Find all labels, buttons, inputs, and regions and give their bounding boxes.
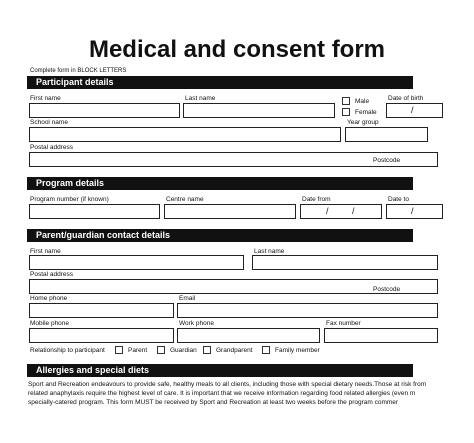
allergies-section-header bbox=[27, 364, 413, 377]
last-name-label: Last name bbox=[185, 95, 216, 102]
date-to-field[interactable] bbox=[386, 204, 443, 219]
participant-section-header bbox=[27, 76, 413, 89]
contact-first-name-label: First name bbox=[30, 248, 61, 255]
female-label: Female bbox=[355, 109, 377, 116]
email-field[interactable] bbox=[177, 303, 438, 318]
last-name-field[interactable] bbox=[183, 103, 335, 118]
guardian-checkbox[interactable] bbox=[157, 346, 165, 354]
program-number-label: Program number (if known) bbox=[30, 196, 109, 203]
male-label: Male bbox=[355, 98, 370, 105]
program-section-title: Program details bbox=[36, 178, 105, 188]
contact-first-name-field[interactable] bbox=[29, 255, 244, 270]
fax-number-label: Fax number bbox=[326, 320, 361, 327]
postal-address-label: Postal address bbox=[30, 144, 73, 151]
fax-number-field[interactable] bbox=[324, 328, 438, 343]
contact-postcode-label: Postcode bbox=[373, 286, 401, 293]
form-instruction: Complete form in BLOCK LETTERS bbox=[30, 68, 127, 74]
first-name-label: First name bbox=[30, 95, 61, 102]
contact-section-header bbox=[27, 229, 413, 242]
first-name-field[interactable] bbox=[29, 103, 180, 118]
grandparent-label: Grandparent bbox=[216, 347, 253, 354]
allergies-section-title: Allergies and special diets bbox=[36, 365, 150, 375]
allergies-text-line-3: specially-catered program. This form MUST be received by Sport and Recreation at least two weeks before the program commer bbox=[28, 399, 399, 406]
parent-label: Parent bbox=[128, 347, 148, 354]
contact-last-name-field[interactable] bbox=[252, 255, 438, 270]
program-number-field[interactable] bbox=[29, 204, 160, 219]
school-name-field[interactable] bbox=[29, 127, 341, 142]
contact-last-name-label: Last name bbox=[254, 248, 285, 255]
dob-field[interactable] bbox=[386, 103, 443, 118]
grandparent-checkbox[interactable] bbox=[203, 346, 211, 354]
year-group-label: Year group bbox=[347, 119, 379, 126]
email-label: Email bbox=[179, 295, 196, 302]
male-checkbox[interactable] bbox=[342, 97, 350, 105]
work-phone-label: Work phone bbox=[179, 320, 214, 327]
contact-postal-address-label: Postal address bbox=[30, 271, 73, 278]
form-title: Medical and consent form bbox=[88, 36, 386, 63]
guardian-label: Guardian bbox=[170, 347, 197, 354]
allergies-text-line-2: related anaphylaxis require the highest level of care. It is important that we receive information regarding food related allergies (even m bbox=[28, 390, 416, 397]
mobile-phone-field[interactable] bbox=[29, 328, 174, 343]
allergies-text-line-1: Sport and Recreation endeavours to provide safe, healthy meals to all clients, including those with special dietary needs.Those at risk from bbox=[28, 381, 427, 388]
date-from-field[interactable] bbox=[300, 204, 382, 219]
centre-name-field[interactable] bbox=[164, 204, 296, 219]
mobile-phone-label: Mobile phone bbox=[30, 320, 70, 327]
contact-section-title: Parent/guardian contact details bbox=[36, 230, 171, 240]
home-phone-label: Home phone bbox=[30, 295, 68, 302]
centre-name-label: Centre name bbox=[166, 196, 204, 203]
date-from-separator-2: / bbox=[352, 206, 355, 216]
school-name-label: School name bbox=[30, 119, 68, 126]
program-section-header bbox=[27, 177, 413, 190]
date-from-label: Date from bbox=[302, 196, 331, 203]
date-to-label: Date to bbox=[388, 196, 409, 203]
postcode-label: Postcode bbox=[373, 157, 401, 164]
dob-separator: / bbox=[411, 105, 414, 115]
female-checkbox[interactable] bbox=[342, 108, 350, 116]
work-phone-field[interactable] bbox=[177, 328, 320, 343]
participant-section-title: Participant details bbox=[36, 77, 114, 87]
year-group-field[interactable] bbox=[345, 127, 428, 142]
date-to-separator: / bbox=[411, 206, 414, 216]
parent-checkbox[interactable] bbox=[115, 346, 123, 354]
home-phone-field[interactable] bbox=[29, 303, 174, 318]
family-member-label: Family member bbox=[275, 347, 320, 354]
date-from-separator-1: / bbox=[326, 206, 329, 216]
family-member-checkbox[interactable] bbox=[262, 346, 270, 354]
relationship-label: Relationship to participant bbox=[30, 347, 105, 354]
dob-label: Date of birth bbox=[388, 95, 424, 102]
